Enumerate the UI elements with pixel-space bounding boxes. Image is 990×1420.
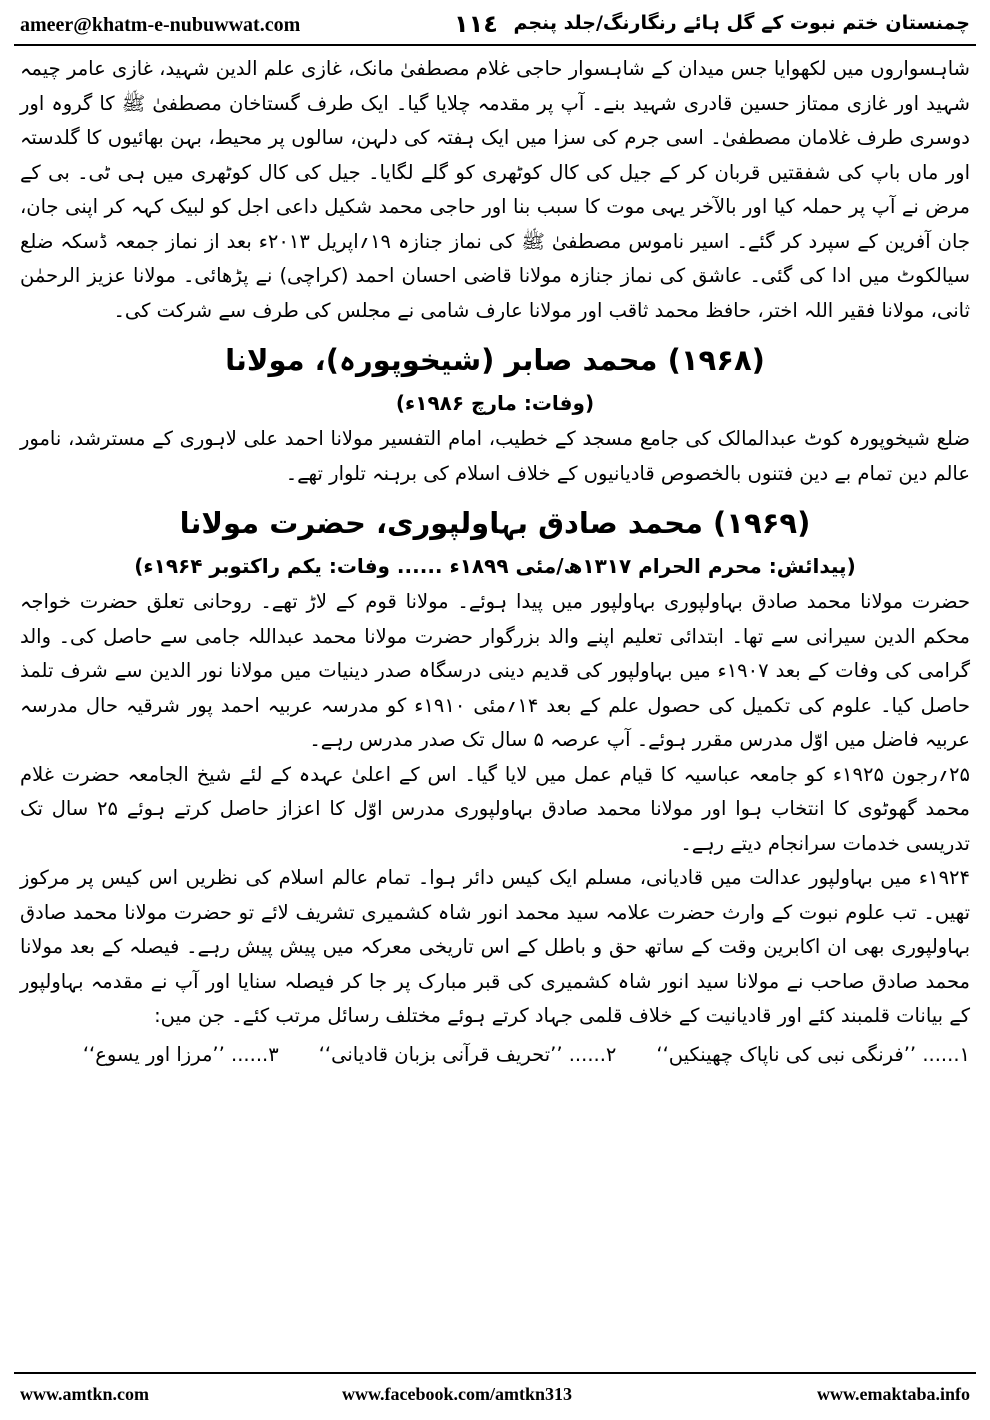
entry-paragraph: ضلع شیخوپورہ کوٹ عبدالمالک کی جامع مسجد کے خطیب، امام التفسیر مولانا احمد علی لاہوری کے مسترشد، نامور عالم دین تمام بے دین فتنوں بالخصوص قادیانیوں کے خلاف اسلام کی برہنہ تلوار تھے۔ (20, 427, 970, 485)
intro-paragraph: شاہسواروں میں لکھوایا جس میدان کے شاہسوار حاجی غلام مصطفیٰ مانک، غازی علم الدین شہید، غازی عامر چیمہ شہید اور غازی ممتاز حسین قادری شہید بنے۔ آپ پر مقدمہ چلایا گیا۔ ایک طرف گستاخان مصطفیٰ ﷺ کا گروہ اور دوسری طرف غلامان مصطفیٰ۔ اسی جرم کی سزا میں ایک ہفتہ کی دلہن، سالوں پر محیط، بہن بھائیوں کا گلدستہ اور ماں باپ کی شفقتیں قربان کر کے جیل کی کال کوٹھری کو گلے لگایا۔ جیل کی کال کوٹھری میں ہی ٹی۔ بی کے مرض نے آپ پر حملہ کیا اور بالآخر یہی موت کا سبب بنا اور حاجی محمد شکیل داعی اجل کو لبیک کہہ کر اپنی جان، جان آفرین کے سپرد کر گئے۔ اسیر ناموس مصطفیٰ ﷺ کی نماز جنازہ ۱۹؍اپریل ۲۰۱۳ء بعد از نماز جمعہ ڈسکہ ضلع سیالکوٹ میں ادا کی گئی۔ عاشق کی نماز جنازہ مولانا قاضی احسان احمد (کراچی) نے پڑھائی۔ مولانا عزیز الرحمٰن ثانی، مولانا فقیر اللہ اختر، حافظ محمد ثاقب اور مولانا عارف شامی نے مجلس کی طرف سے شرکت کی۔ (20, 57, 970, 322)
book-title: چمنستان ختم نبوت کے گل ہائے رنگارنگ/جلد پنجم (513, 12, 970, 34)
entry-title: (۱۹۶۸) محمد صابر (شیخوپورہ)، مولانا (225, 343, 765, 377)
footer-link-facebook[interactable]: www.facebook.com/amtkn313 (342, 1384, 572, 1404)
books-list (20, 1038, 970, 1072)
header-email[interactable]: ameer@khatm-e-nubuwwat.com (20, 14, 301, 36)
document-page (14, 6, 976, 1414)
page-content (20, 52, 970, 1072)
page-number: ١١٤ (454, 10, 498, 38)
footer-divider (14, 1372, 976, 1374)
page-footer (14, 1380, 976, 1410)
entry-title: (۱۹۶۹) محمد صادق بہاولپوری، حضرت مولانا (179, 506, 811, 540)
entry-paragraph: حضرت مولانا محمد صادق بہاولپوری بہاولپور میں پیدا ہوئے۔ مولانا قوم کے لاڑ تھے۔ روحانی تعلق حضرت خواجہ محکم الدین سیرانی سے تھا۔ ابتدائی تعلیم اپنے والد بزرگوار حضرت مولانا محمد عبداللہ جامی سے حاصل کی۔ والد گرامی کی وفات کے بعد ۱۹۰۷ء میں بہاولپور کی قدیم دینی درسگاہ صدر دینیات میں مولانا نور الدین سے شرف تلمذ حاصل کیا۔ علوم کی تکمیل کی حصول علم کے بعد ۱۴؍مئی ۱۹۱۰ء کو مدرسہ عربیہ احمد پور شرقیہ حال مدرسہ عربیہ فاضل میں اوّل مدرس مقرر ہوئے۔ آپ عرصہ ۵ سال تک صدر مدرس رہے۔ (20, 590, 971, 751)
book-item: ۲...... ’’تحریف قرآنی بزبان قادیانی‘‘ (318, 1042, 617, 1066)
page-header (14, 6, 976, 42)
entry-1968 (20, 336, 970, 491)
footer-link-emaktaba[interactable]: www.emaktaba.info (816, 1384, 970, 1404)
entry-dates: (پیدائش: محرم الحرام ۱۳۱۷ھ/مئی ۱۸۹۹ء ...... وفات: یکم راکتوبر ۱۹۶۴ء) (134, 554, 856, 578)
entry-paragraph: ۱۹۲۴ء میں بہاولپور عدالت میں قادیانی، مسلم ایک کیس دائر ہوا۔ تمام عالم اسلام کی نظریں اس کیس پر مرکوز تھیں۔ تب علوم نبوت کے وارث حضرت علامہ سید محمد انور شاہ کشمیری تشریف لائے تو حضرت مولانا محمد صادق بہاولپوری بھی ان اکابرین وقت کے ساتھ حق و باطل کے اس تاریخی معرکہ میں پیش پیش رہے۔ فیصلہ کے بعد مولانا محمد صادق صاحب نے مولانا سید انور شاہ کشمیری کی قبر مبارک پر جا کر فیصلہ سنایا اور آپ نے مقدمہ بہاولپور کے بیانات قلمبند کئے اور قادیانیت کے خلاف قلمی جہاد کرتے ہوئے مختلف رسائل مرتب کئے۔ جن میں: (20, 866, 970, 1027)
entry-1969 (20, 499, 970, 1072)
header-divider (14, 44, 976, 46)
book-item: ۳...... ’’مرزا اور یسوع‘‘ (82, 1042, 279, 1066)
book-item: ۱...... ’’فرنگی نبی کی ناپاک چھینکیں‘‘ (656, 1042, 970, 1066)
footer-link-amtkn[interactable]: www.amtkn.com (20, 1384, 149, 1404)
entry-dates: (وفات: مارچ ۱۹۸۶ء) (395, 391, 595, 415)
entry-paragraph: ۲۵؍رجون ۱۹۲۵ء کو جامعہ عباسیہ کا قیام عمل میں لایا گیا۔ اس کے اعلیٰ عہدہ کے لئے شیخ الجامعہ حضرت غلام محمد گھوٹوی کا انتخاب ہوا اور مولانا محمد صادق بہاولپوری مدرس اوّل کا اعزاز حاصل کرتے ہوئے ۲۵ سال تک تدریسی خدمات سرانجام دیتے رہے۔ (20, 762, 970, 855)
